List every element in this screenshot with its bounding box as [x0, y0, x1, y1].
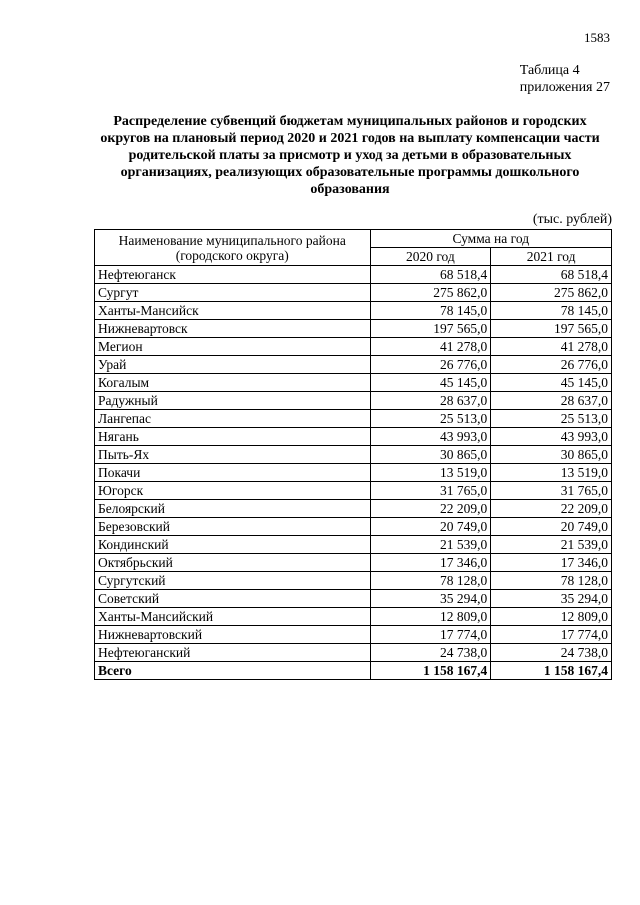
- value-2021: 78 145,0: [491, 302, 612, 320]
- value-2021: 17 346,0: [491, 554, 612, 572]
- value-2021: 28 637,0: [491, 392, 612, 410]
- municipality-name: Покачи: [95, 464, 371, 482]
- table-label: [520, 62, 610, 96]
- value-2020: 12 809,0: [370, 608, 491, 626]
- value-2020: 25 513,0: [370, 410, 491, 428]
- table-row: [95, 536, 612, 554]
- municipality-name: Сургутский: [95, 572, 371, 590]
- municipality-name: Радужный: [95, 392, 371, 410]
- value-2021: 41 278,0: [491, 338, 612, 356]
- value-2021: 68 518,4: [491, 266, 612, 284]
- municipality-name: Мегион: [95, 338, 371, 356]
- table-row: [95, 464, 612, 482]
- value-2020: 43 993,0: [370, 428, 491, 446]
- value-2021: 30 865,0: [491, 446, 612, 464]
- value-2021: 1 158 167,4: [491, 662, 612, 680]
- value-2021: 24 738,0: [491, 644, 612, 662]
- value-2020: 78 128,0: [370, 572, 491, 590]
- municipality-name: Ханты-Мансийск: [95, 302, 371, 320]
- value-2020: 20 749,0: [370, 518, 491, 536]
- table-row: [95, 302, 612, 320]
- value-2020: 21 539,0: [370, 536, 491, 554]
- value-2020: 22 209,0: [370, 500, 491, 518]
- table-number: Таблица 4: [519, 63, 580, 78]
- table-row: [95, 554, 612, 572]
- table-header: [95, 230, 612, 266]
- municipality-name: Нижневартовский: [95, 626, 371, 644]
- municipality-name: Белоярский: [95, 500, 371, 518]
- value-2021: 275 862,0: [491, 284, 612, 302]
- value-2021: 78 128,0: [491, 572, 612, 590]
- value-2021: 25 513,0: [491, 410, 612, 428]
- table-row: [95, 518, 612, 536]
- municipality-name: Югорск: [95, 482, 371, 500]
- table-row: [95, 284, 612, 302]
- municipality-name: Когалым: [95, 374, 371, 392]
- municipality-name: Ханты-Мансийский: [95, 608, 371, 626]
- table-row: [95, 410, 612, 428]
- value-2020: 35 294,0: [370, 590, 491, 608]
- value-2021: 22 209,0: [491, 500, 612, 518]
- municipality-name: Всего: [95, 662, 371, 680]
- table-row: [95, 572, 612, 590]
- value-2021: 13 519,0: [491, 464, 612, 482]
- table-row: [95, 338, 612, 356]
- value-2021: 21 539,0: [491, 536, 612, 554]
- units-label: (тыс. рублей): [532, 212, 612, 227]
- value-2020: 17 774,0: [370, 626, 491, 644]
- value-2020: 275 862,0: [370, 284, 491, 302]
- municipality-name: Кондинский: [95, 536, 371, 554]
- table-total-row: [95, 662, 612, 680]
- header-2020: 2020 год: [370, 248, 491, 266]
- value-2020: 68 518,4: [370, 266, 491, 284]
- table-row: [95, 626, 612, 644]
- value-2020: 28 637,0: [370, 392, 491, 410]
- municipality-name: Лангепас: [95, 410, 371, 428]
- municipality-name: Урай: [95, 356, 371, 374]
- value-2021: 197 565,0: [491, 320, 612, 338]
- value-2020: 45 145,0: [370, 374, 491, 392]
- table-row: [95, 590, 612, 608]
- municipality-name: Сургут: [95, 284, 371, 302]
- table-row: [95, 608, 612, 626]
- value-2021: 17 774,0: [491, 626, 612, 644]
- municipality-name: Советский: [95, 590, 371, 608]
- header-2021: 2021 год: [491, 248, 612, 266]
- municipality-name: Нефтеюганск: [95, 266, 371, 284]
- header-name: Наименование муниципального района (городского округа): [95, 230, 371, 266]
- table-row: [95, 374, 612, 392]
- municipality-name: Октябрьский: [95, 554, 371, 572]
- table-row: [95, 356, 612, 374]
- municipality-name: Березовский: [95, 518, 371, 536]
- table-row: [95, 644, 612, 662]
- value-2020: 78 145,0: [370, 302, 491, 320]
- table-row: [95, 266, 612, 284]
- municipality-name: Нижневартовск: [95, 320, 371, 338]
- value-2021: 35 294,0: [491, 590, 612, 608]
- subsidy-table: [94, 229, 612, 680]
- document-title: Распределение субвенций бюджетам муниципальных районов и городских округов на плановый период 2020 и 2021 годов на выплату компенсации части родительской платы за присмотр и уход за детьми в образовательных организациях, реализующих образовательные программы дошкольного образования: [100, 114, 600, 197]
- appendix-reference: приложения 27: [519, 80, 610, 95]
- municipality-name: Нефтеюганский: [95, 644, 371, 662]
- value-2021: 43 993,0: [491, 428, 612, 446]
- table-row: [95, 446, 612, 464]
- value-2020: 13 519,0: [370, 464, 491, 482]
- value-2021: 20 749,0: [491, 518, 612, 536]
- municipality-name: Нягань: [95, 428, 371, 446]
- municipality-name: Пыть-Ях: [95, 446, 371, 464]
- value-2020: 24 738,0: [370, 644, 491, 662]
- value-2020: 197 565,0: [370, 320, 491, 338]
- table-row: [95, 500, 612, 518]
- table-row: [95, 428, 612, 446]
- value-2020: 1 158 167,4: [370, 662, 491, 680]
- value-2020: 41 278,0: [370, 338, 491, 356]
- table-row: [95, 320, 612, 338]
- value-2020: 30 865,0: [370, 446, 491, 464]
- value-2020: 26 776,0: [370, 356, 491, 374]
- value-2020: 31 765,0: [370, 482, 491, 500]
- page-number: 1583: [584, 30, 610, 45]
- value-2021: 26 776,0: [491, 356, 612, 374]
- value-2021: 45 145,0: [491, 374, 612, 392]
- table-row: [95, 482, 612, 500]
- header-sum: Сумма на год: [370, 230, 612, 248]
- value-2021: 31 765,0: [491, 482, 612, 500]
- value-2021: 12 809,0: [491, 608, 612, 626]
- value-2020: 17 346,0: [370, 554, 491, 572]
- table-row: [95, 392, 612, 410]
- table-body: [95, 266, 612, 680]
